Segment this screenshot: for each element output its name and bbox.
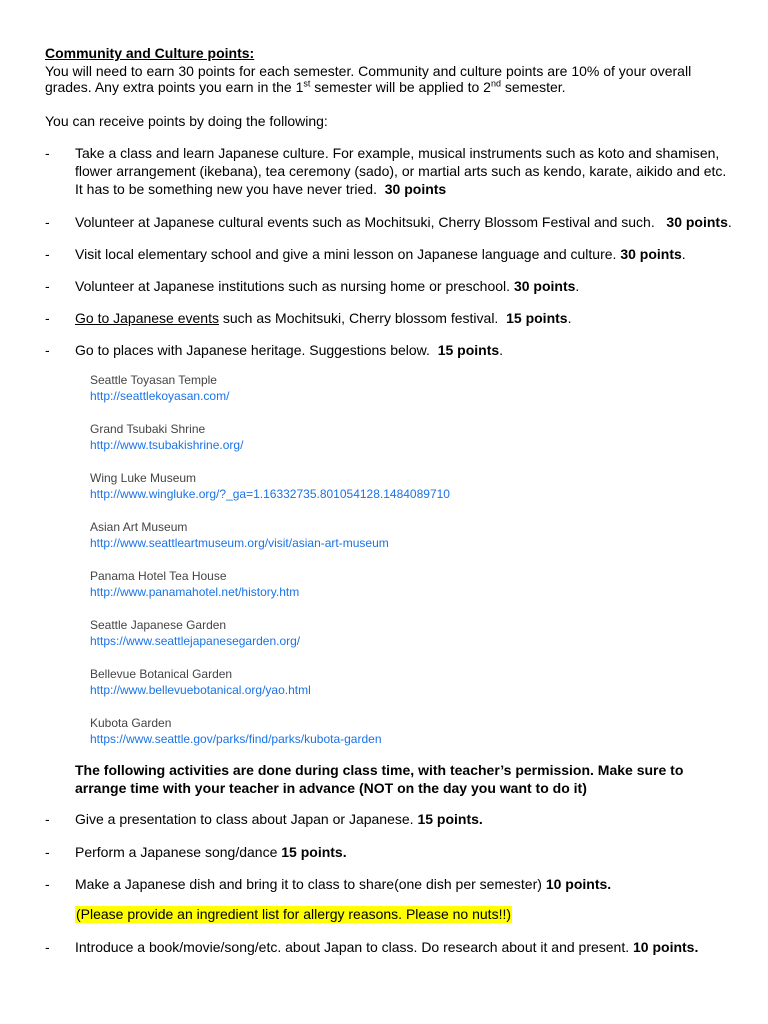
superscript: nd (490, 78, 501, 89)
intro-text: grades. Any extra points you earn in the 1 (45, 79, 304, 95)
notice-line: The following activities are done during class time, with teacher’s permission. Make sure to (75, 762, 684, 778)
item-tail: . (567, 310, 572, 326)
list-dash: - (45, 811, 50, 827)
points-value: 30 points (513, 278, 576, 294)
item-line: flower arrangement (ikebana), tea ceremony (sado), or martial arts such as kendo, karate, aikido and etc. (75, 163, 727, 179)
place-link[interactable]: http://www.seattleartmuseum.org/visit/asian-art-museum (90, 536, 389, 550)
list-item-text (75, 144, 750, 198)
place-link[interactable]: https://www.seattlejapanesegarden.org/ (90, 634, 301, 648)
list-dash: - (45, 876, 50, 892)
item-line (75, 180, 750, 198)
place-name: Kubota Garden (90, 716, 172, 730)
place-name: Asian Art Museum (90, 520, 188, 534)
item-tail: . (681, 246, 686, 262)
place-link[interactable]: http://www.tsubakishrine.org/ (90, 438, 244, 452)
intro-line-2 (45, 79, 745, 95)
list-dash: - (45, 342, 50, 358)
points-value: 30 points (620, 246, 682, 262)
intro-paragraph (45, 63, 745, 95)
item-text: Make a Japanese dish and bring it to class to share(one dish per semester) (75, 876, 542, 892)
item-tail: . (727, 214, 732, 230)
underlined-link-text: Go to Japanese events (75, 310, 219, 326)
place-entry (90, 568, 690, 600)
place-entry (90, 372, 690, 404)
place-name: Panama Hotel Tea House (90, 569, 227, 583)
points-value: 15 points. (417, 811, 483, 827)
list-item-text (75, 843, 750, 861)
item-text: Go to places with Japanese heritage. Suggestions below. (75, 342, 430, 358)
item-text: Volunteer at Japanese institutions such as nursing home or preschool. (75, 278, 511, 294)
item-text: Give a presentation to class about Japan or Japanese. (75, 811, 414, 827)
list-item-text (75, 245, 750, 263)
points-value: 10 points. (633, 939, 699, 955)
points-value: 10 points. (545, 876, 612, 892)
list-dash: - (45, 278, 50, 294)
notice-line: arrange time with your teacher in advance (NOT on the day you want to do it) (75, 780, 587, 796)
superscript: st (303, 78, 311, 89)
intro-line-1: You will need to earn 30 points for each semester. Community and culture points are 10% of your overall (45, 63, 692, 79)
place-name: Seattle Japanese Garden (90, 618, 227, 632)
list-item-text (75, 309, 750, 327)
place-link[interactable]: http://www.bellevuebotanical.org/yao.html (90, 683, 311, 697)
list-item-text (75, 938, 750, 956)
item-text: such as Mochitsuki, Cherry blossom festival. (219, 310, 499, 326)
points-value: 30 points (384, 181, 447, 197)
place-name: Wing Luke Museum (90, 471, 197, 485)
item-text: Perform a Japanese song/dance (75, 844, 278, 860)
section-heading: Community and Culture points: (45, 45, 255, 61)
points-value: 15 points. (281, 844, 347, 860)
points-value: 15 points (437, 342, 500, 358)
item-text: Introduce a book/movie/song/etc. about Japan to class. Do research about it and present. (75, 939, 630, 955)
place-entry (90, 617, 690, 649)
place-entry (90, 519, 690, 551)
list-dash: - (45, 145, 50, 161)
item-text: Visit local elementary school and give a mini lesson on Japanese language and culture. (75, 246, 617, 262)
item-text: It has to be something new you have never tried. (75, 181, 377, 197)
place-name: Grand Tsubaki Shrine (90, 422, 206, 436)
points-value: 15 points (506, 310, 568, 326)
list-dash: - (45, 939, 50, 955)
list-dash: - (45, 214, 50, 230)
place-link[interactable]: http://www.panamahotel.net/history.htm (90, 585, 300, 599)
place-entry (90, 715, 690, 747)
item-tail: . (499, 342, 504, 358)
lead-text: You can receive points by doing the following: (45, 113, 328, 129)
place-entry (90, 470, 690, 502)
points-value: 30 points (666, 214, 728, 230)
list-item-text (75, 341, 750, 359)
place-link[interactable]: https://www.seattle.gov/parks/find/parks/kubota-garden (90, 732, 382, 746)
list-dash: - (45, 246, 50, 262)
item-tail: . (575, 278, 580, 294)
list-item-text (75, 810, 750, 828)
list-item-text (75, 875, 750, 893)
list-dash: - (45, 310, 50, 326)
class-time-notice (75, 761, 715, 797)
list-item-text (75, 277, 750, 295)
intro-text: semester will be applied to 2 (310, 79, 491, 95)
place-name: Seattle Toyasan Temple (90, 373, 217, 387)
place-name: Bellevue Botanical Garden (90, 667, 233, 681)
allergy-highlight-note: (Please provide an ingredient list for allergy reasons. Please no nuts!!) (76, 906, 512, 922)
intro-text: semester. (500, 79, 566, 95)
item-line: Take a class and learn Japanese culture. For example, musical instruments such as koto and shamisen, (75, 145, 720, 161)
place-link[interactable]: http://www.wingluke.org/?_ga=1.16332735.801054128.1484089710 (90, 487, 450, 501)
item-text: Volunteer at Japanese cultural events such as Mochitsuki, Cherry Blossom Festival and such. (75, 214, 655, 230)
place-link[interactable]: http://seattlekoyasan.com/ (90, 389, 230, 403)
place-entry (90, 666, 690, 698)
place-entry (90, 421, 690, 453)
list-dash: - (45, 844, 50, 860)
list-item-text (75, 213, 750, 231)
